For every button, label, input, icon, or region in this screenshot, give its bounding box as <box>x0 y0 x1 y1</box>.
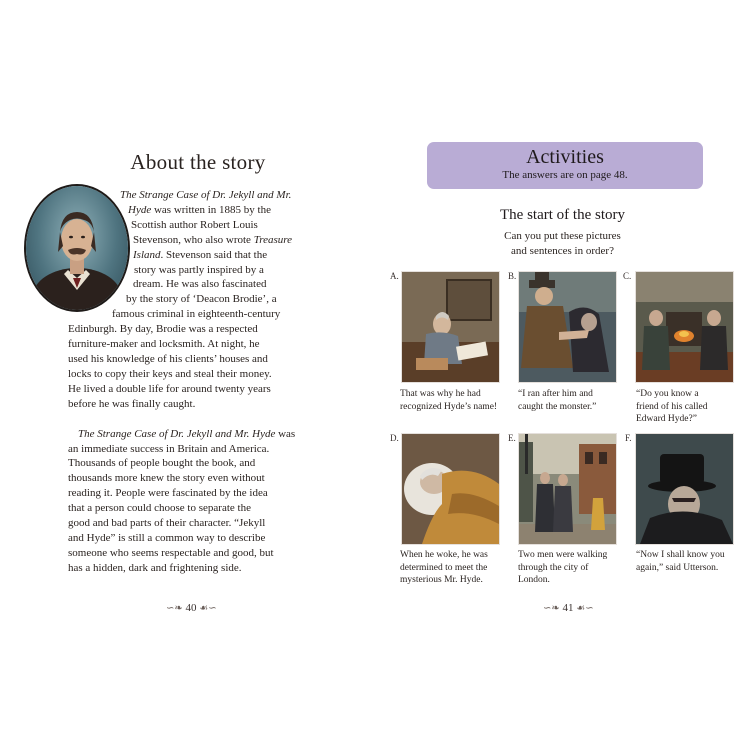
panel-label-e: E. <box>508 433 516 443</box>
text-line: was written in 1885 by the <box>153 203 271 216</box>
panel-label-f: F. <box>625 433 632 443</box>
right-page <box>375 0 750 750</box>
panel-caption-b: “I ran after him and caught the monster.” <box>518 389 597 412</box>
man-in-bed-icon <box>401 433 500 545</box>
panel-caption-e: Two men were walking through the city of London. <box>518 550 608 585</box>
panel-caption-d: When he woke, he was determined to meet the mysterious Mr. Hyde. <box>400 550 488 585</box>
about-story-text <box>68 188 306 576</box>
book-title-text: Hyde <box>128 203 152 216</box>
london-street-icon <box>518 433 617 545</box>
panel-caption-f: “Now I shall know you again,” said Utterson. <box>636 550 725 573</box>
fireside-conversation-icon <box>635 271 734 383</box>
section-title: The start of the story <box>500 207 625 223</box>
paragraph-1: The Strange Case of Dr. Jekyll and Mr. Hyde was written in 1885 by the Scottish author Robert Louis Stevenson, who also wrote Treasure Island. Stevenson said that the story was partly inspired by a dream. He was also fascinated by the story of ‘Deacon Brodie’, a famous criminal in eighteenth-century Edinburgh. By day, Brodie was a respected furniture-maker and locksmith. At night, he used his knowledge of his clients’ houses and locks to copy their keys and steal their money. He lived a double life for around twenty years before he was finally caught. <box>68 189 292 410</box>
page-title: About the story <box>130 150 266 174</box>
panel-label-a: A. <box>390 271 399 281</box>
panel-label-b: B. <box>508 271 517 281</box>
page-number: ∽❧ 41 ☙∽ <box>543 602 594 614</box>
page-number: ∽❧ 40 ☙∽ <box>166 602 217 614</box>
paragraph-2: The Strange Case of Dr. Jekyll and Mr. Hyde was an immediate success in Britain and America. Thousands of people bought the book, and thousands more knew the story even without reading it. People were fascinated by the idea that a person could choose to separate the good and bad parts of their character. “Jekyll and Hyde” is still a common way to describe someone who seems respectable and good, but has a hidden, dark and frightening side. <box>68 427 296 574</box>
activities-title: Activities <box>526 146 604 168</box>
panel-label-d: D. <box>390 433 399 443</box>
flourish-icon: ☙∽ <box>576 603 594 614</box>
panel-label-c: C. <box>623 271 632 281</box>
activities-subtitle: The answers are on page 48. <box>502 169 628 181</box>
flourish-icon: ☙∽ <box>199 603 217 614</box>
activities-banner <box>427 142 703 189</box>
flourish-icon: ∽❧ <box>166 603 183 614</box>
street-chase-icon <box>518 271 617 383</box>
section-question: Can you put these pictures and sentences in order? <box>504 230 621 257</box>
flourish-icon: ∽❧ <box>543 603 560 614</box>
panel-caption-a: That was why he had recognized Hyde’s name! <box>400 389 498 412</box>
study-writing-icon <box>401 271 500 383</box>
panel-caption-c: “Do you know a friend of his called Edward Hyde?” <box>636 389 708 424</box>
top-hat-man-icon <box>635 433 734 545</box>
